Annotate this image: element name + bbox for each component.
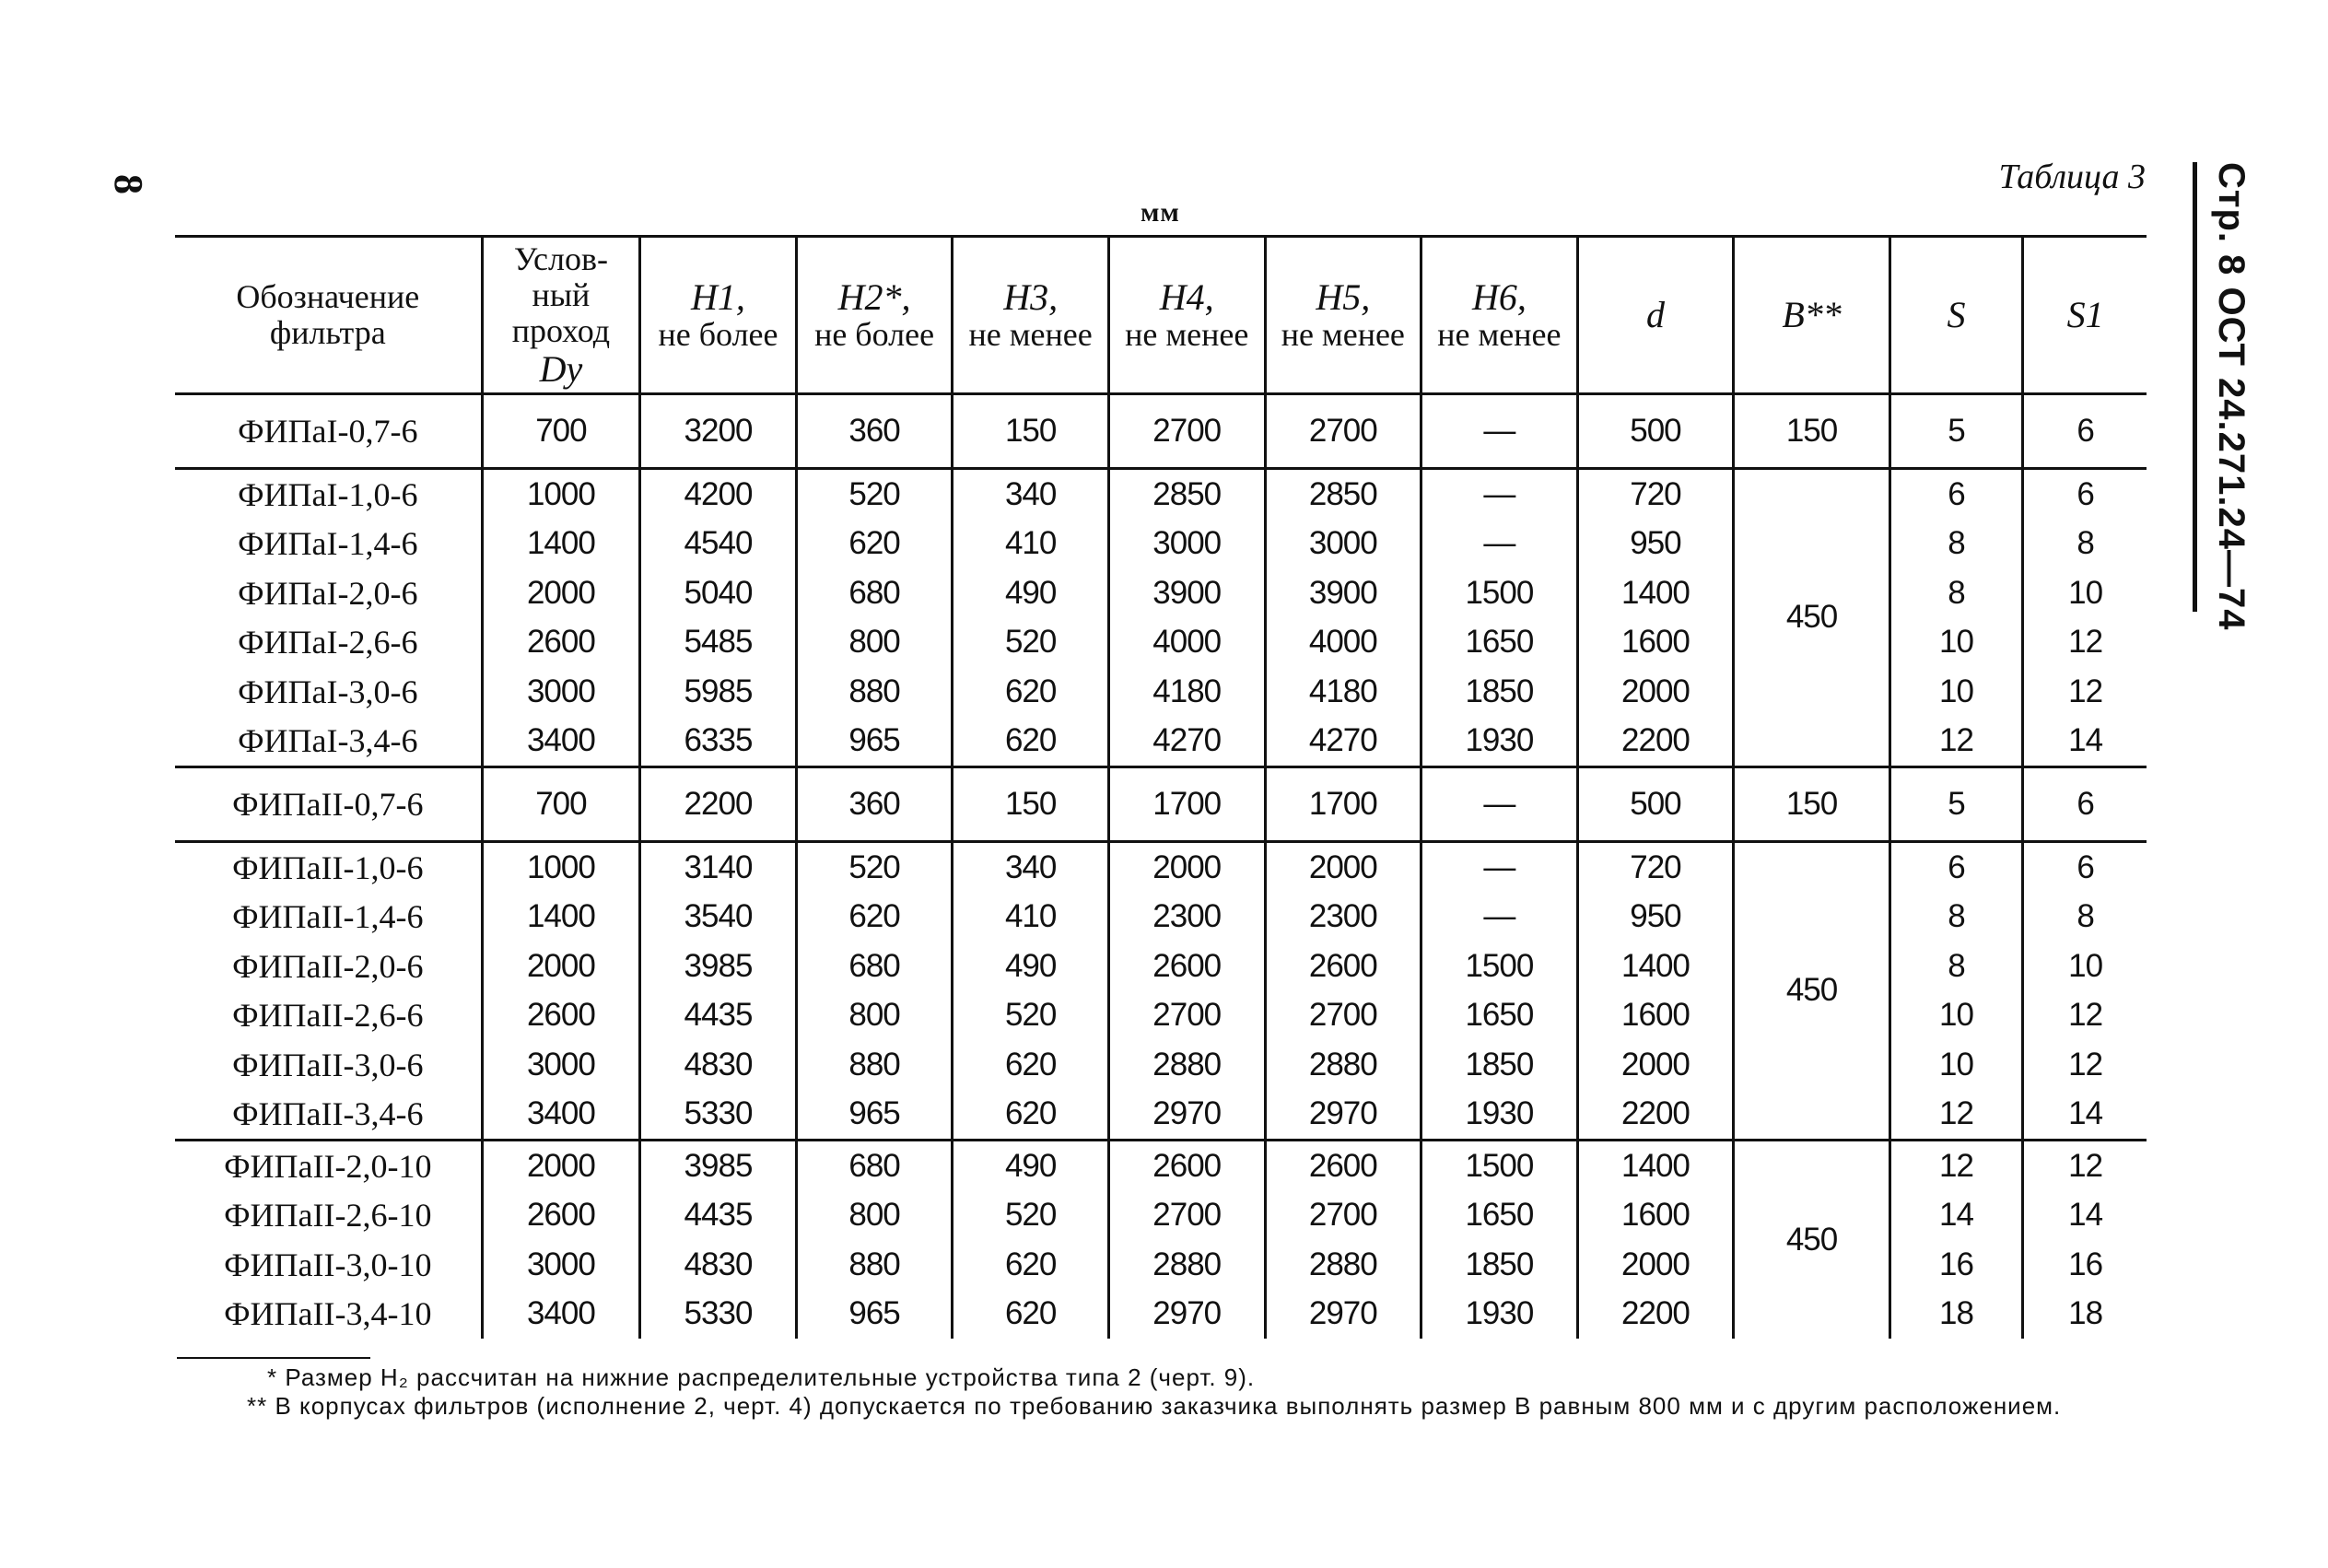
cell-d: 1400 — [1577, 942, 1734, 991]
cell-h1: 4435 — [640, 990, 797, 1040]
cell-s: 10 — [1889, 990, 2022, 1040]
cell-s1: 10 — [2023, 568, 2147, 618]
col-b — [1734, 237, 1890, 394]
cell-s: 8 — [1889, 892, 2022, 942]
cell-dy: 1000 — [482, 841, 640, 892]
cell-h3: 410 — [953, 892, 1109, 942]
cell-h6: 1650 — [1421, 617, 1578, 667]
cell-h1: 3985 — [640, 942, 797, 991]
table-row — [175, 841, 2147, 892]
d-symbol: d — [1645, 294, 1665, 336]
cell-name: ФИПаII-0,7-6 — [175, 766, 482, 841]
cell-h1: 5330 — [640, 1289, 797, 1339]
cell-h3: 150 — [953, 393, 1109, 468]
b-symbol: B** — [1782, 294, 1842, 336]
cell-d: 2200 — [1577, 1289, 1734, 1339]
cell-h6: — — [1421, 841, 1578, 892]
cell-name: ФИПаI-0,7-6 — [175, 393, 482, 468]
cell-h2: 620 — [796, 892, 953, 942]
col-s1 — [2023, 237, 2147, 394]
h6-symbol: H6, — [1471, 275, 1527, 318]
cell-d: 500 — [1577, 393, 1734, 468]
cell-h6: 1850 — [1421, 1040, 1578, 1090]
cell-h4: 2970 — [1108, 1089, 1265, 1140]
cell-name: ФИПаII-3,0-6 — [232, 1046, 424, 1083]
cell-s1: 14 — [2023, 716, 2147, 766]
cell-h6: — — [1421, 468, 1578, 519]
cell-h4: 2970 — [1108, 1289, 1265, 1339]
cell-h1: 5040 — [640, 568, 797, 618]
table-row — [175, 468, 2147, 519]
cell-s1: 12 — [2023, 667, 2147, 717]
footnote-rule — [177, 1357, 370, 1359]
cell-d: 2000 — [1577, 1040, 1734, 1090]
cell-h2: 360 — [796, 766, 953, 841]
cell-h4: 2700 — [1108, 1190, 1265, 1240]
cell-h1: 5330 — [640, 1089, 797, 1140]
cell-h1: 5485 — [640, 617, 797, 667]
h4-symbol: H4, — [1159, 275, 1214, 318]
cell-h4: 4270 — [1108, 716, 1265, 766]
cell-h4: 2000 — [1108, 841, 1265, 892]
cell-s: 6 — [1889, 468, 2022, 519]
cell-s1: 6 — [2023, 766, 2147, 841]
cell-dy: 2600 — [482, 1190, 640, 1240]
cell-h4: 4000 — [1108, 617, 1265, 667]
cell-s1: 6 — [2023, 841, 2147, 892]
cell-h2: 880 — [796, 1240, 953, 1290]
cell-name: ФИПаI-2,0-6 — [238, 574, 418, 612]
cell-h1: 3200 — [640, 393, 797, 468]
cell-name: ФИПаII-2,0-6 — [232, 947, 424, 985]
cell-h3: 520 — [953, 1190, 1109, 1240]
cell-h5: 2300 — [1265, 892, 1421, 942]
footnotes — [175, 1363, 2147, 1421]
col-designation: Обозначение фильтра — [175, 237, 482, 394]
cell-s: 8 — [1889, 519, 2022, 568]
cell-name: ФИПаI-2,6-6 — [238, 624, 418, 661]
cell-h3: 620 — [953, 1289, 1109, 1339]
cell-h5: 4270 — [1265, 716, 1421, 766]
col-s — [1889, 237, 2022, 394]
cell-h1: 4830 — [640, 1040, 797, 1090]
table-row — [175, 393, 2147, 468]
nominal-line-2: ный — [532, 275, 591, 313]
cell-s1: 12 — [2023, 1040, 2147, 1090]
cell-h2: 520 — [796, 468, 953, 519]
cell-h4: 2300 — [1108, 892, 1265, 942]
s1-symbol: S1 — [2066, 294, 2104, 336]
cell-h5: 2970 — [1265, 1289, 1421, 1339]
cell-s1: 14 — [2023, 1089, 2147, 1140]
cell-h1: 4830 — [640, 1240, 797, 1290]
cell-h1: 5985 — [640, 667, 797, 717]
cell-name: ФИПаII-1,0-6 — [175, 841, 482, 892]
h2-symbol: H2*, — [837, 275, 911, 318]
cell-h5: 2880 — [1265, 1040, 1421, 1090]
cell-h5: 2700 — [1265, 393, 1421, 468]
cell-h1: 4435 — [640, 1190, 797, 1240]
col-h6 — [1421, 237, 1578, 394]
cell-h5: 2700 — [1265, 990, 1421, 1040]
cell-d: 1600 — [1577, 617, 1734, 667]
col-h5 — [1265, 237, 1421, 394]
cell-s: 12 — [1889, 1140, 2022, 1190]
cell-s1: 10 — [2023, 942, 2147, 991]
cell-h5: 4180 — [1265, 667, 1421, 717]
cell-h2: 965 — [796, 716, 953, 766]
cell-name: ФИПаII-1,4-6 — [232, 898, 424, 936]
cell-dy: 3000 — [482, 667, 640, 717]
cell-h5: 2600 — [1265, 1140, 1421, 1190]
cell-s: 12 — [1889, 716, 2022, 766]
cell-s: 6 — [1889, 841, 2022, 892]
cell-d: 950 — [1577, 892, 1734, 942]
cell-h4: 3900 — [1108, 568, 1265, 618]
cell-h5: 1700 — [1265, 766, 1421, 841]
cell-h4: 2700 — [1108, 990, 1265, 1040]
cell-h2: 800 — [796, 617, 953, 667]
h6-note: не менее — [1437, 316, 1562, 354]
cell-h5: 3900 — [1265, 568, 1421, 618]
cell-h2: 880 — [796, 667, 953, 717]
cell-h6: — — [1421, 393, 1578, 468]
cell-h4: 2880 — [1108, 1240, 1265, 1290]
h3-symbol: H3, — [1003, 275, 1059, 318]
cell-h3: 520 — [953, 617, 1109, 667]
cell-h5: 2970 — [1265, 1089, 1421, 1140]
cell-dy: 2000 — [482, 568, 640, 618]
cell-s: 10 — [1889, 667, 2022, 717]
cell-h1: 3985 — [640, 1140, 797, 1190]
cell-s1: 12 — [2023, 990, 2147, 1040]
cell-h6: 1500 — [1421, 942, 1578, 991]
cell-dy: 1400 — [482, 519, 640, 568]
cell-h6: — — [1421, 519, 1578, 568]
cell-name: ФИПаI-3,0-6 — [238, 673, 418, 710]
cell-s1: 18 — [2023, 1289, 2147, 1339]
cell-h2: 620 — [796, 519, 953, 568]
cell-name: ФИПаII-3,0-10 — [224, 1246, 432, 1283]
cell-d: 2200 — [1577, 716, 1734, 766]
cell-dy: 700 — [482, 766, 640, 841]
cell-s: 5 — [1889, 393, 2022, 468]
cell-h3: 490 — [953, 568, 1109, 618]
cell-h3: 410 — [953, 519, 1109, 568]
col-h3 — [953, 237, 1109, 394]
h1-note: не более — [658, 316, 778, 354]
cell-s1: 12 — [2023, 617, 2147, 667]
cell-h4: 2880 — [1108, 1040, 1265, 1090]
cell-d: 720 — [1577, 468, 1734, 519]
h5-symbol: H5, — [1316, 275, 1371, 318]
col-h4 — [1108, 237, 1265, 394]
page-number: 8 — [106, 174, 151, 194]
cell-s: 12 — [1889, 1089, 2022, 1140]
cell-h6: 1930 — [1421, 716, 1578, 766]
cell-h5: 2850 — [1265, 468, 1421, 519]
cell-name: ФИПаI-1,4-6 — [238, 525, 418, 563]
cell-dy: 2000 — [482, 942, 640, 991]
cell-dy: 2600 — [482, 617, 640, 667]
cell-h6: 1500 — [1421, 568, 1578, 618]
cell-dy: 1400 — [482, 892, 640, 942]
cell-h4: 2600 — [1108, 942, 1265, 991]
cell-name: ФИПаII-2,0-10 — [175, 1140, 482, 1190]
cell-d: 500 — [1577, 766, 1734, 841]
h3-note: не менее — [968, 316, 1093, 354]
cell-h3: 490 — [953, 942, 1109, 991]
cell-dy: 3400 — [482, 1289, 640, 1339]
side-header — [2193, 162, 2269, 631]
cell-h6: 1930 — [1421, 1289, 1578, 1339]
table-body — [175, 393, 2147, 1339]
cell-name: ФИПаII-3,4-6 — [232, 1095, 424, 1133]
cell-s1: 12 — [2023, 1140, 2147, 1190]
cell-h5: 2000 — [1265, 841, 1421, 892]
cell-s1: 8 — [2023, 519, 2147, 568]
h2-note: не более — [814, 316, 935, 354]
cell-dy: 3400 — [482, 716, 640, 766]
cell-h5: 2880 — [1265, 1240, 1421, 1290]
cell-h2: 965 — [796, 1289, 953, 1339]
cell-b: 150 — [1734, 393, 1890, 468]
cell-s1: 14 — [2023, 1190, 2147, 1240]
cell-h5: 3000 — [1265, 519, 1421, 568]
cell-s: 10 — [1889, 617, 2022, 667]
filter-dimensions-table — [175, 235, 2147, 1339]
cell-b: 450 — [1734, 468, 1890, 766]
cell-d: 950 — [1577, 519, 1734, 568]
col-h1 — [640, 237, 797, 394]
cell-s: 8 — [1889, 942, 2022, 991]
table-row — [175, 766, 2147, 841]
cell-h6: 1650 — [1421, 1190, 1578, 1240]
cell-h3: 520 — [953, 990, 1109, 1040]
cell-dy: 2600 — [482, 990, 640, 1040]
cell-b: 450 — [1734, 841, 1890, 1140]
h4-note: не менее — [1125, 316, 1249, 354]
cell-s: 18 — [1889, 1289, 2022, 1339]
cell-h3: 150 — [953, 766, 1109, 841]
cell-h2: 680 — [796, 1140, 953, 1190]
cell-h6: 1850 — [1421, 1240, 1578, 1290]
cell-name: ФИПаII-2,6-10 — [224, 1197, 432, 1235]
cell-h3: 620 — [953, 1089, 1109, 1140]
cell-h2: 965 — [796, 1089, 953, 1140]
cell-h6: 1930 — [1421, 1089, 1578, 1140]
cell-h1: 3140 — [640, 841, 797, 892]
cell-dy: 2000 — [482, 1140, 640, 1190]
cell-dy: 3000 — [482, 1040, 640, 1090]
cell-d: 1400 — [1577, 1140, 1734, 1190]
cell-s1: 8 — [2023, 892, 2147, 942]
cell-h2: 880 — [796, 1040, 953, 1090]
cell-s1: 6 — [2023, 393, 2147, 468]
cell-dy: 1000 — [482, 468, 640, 519]
cell-h3: 340 — [953, 468, 1109, 519]
cell-h3: 620 — [953, 667, 1109, 717]
cell-h2: 680 — [796, 942, 953, 991]
cell-s: 10 — [1889, 1040, 2022, 1090]
cell-s: 8 — [1889, 568, 2022, 618]
cell-h6: 1650 — [1421, 990, 1578, 1040]
cell-name: ФИПаI-3,4-6 — [238, 722, 418, 760]
cell-h6: — — [1421, 892, 1578, 942]
footnote-2: ** В корпусах фильтров (исполнение 2, черт. 4) допускается по требованию заказчика выполнять размер B равным 800 мм и с другим расположением. — [247, 1392, 2062, 1421]
cell-d: 1600 — [1577, 990, 1734, 1040]
cell-s: 5 — [1889, 766, 2022, 841]
cell-d: 2200 — [1577, 1089, 1734, 1140]
cell-h2: 800 — [796, 990, 953, 1040]
s-symbol: S — [1947, 294, 1966, 336]
cell-h2: 680 — [796, 568, 953, 618]
cell-d: 2000 — [1577, 667, 1734, 717]
standard-reference: Стр. 8 ОСТ 24.271.24—74 — [2211, 162, 2252, 631]
cell-name: ФИПаI-1,0-6 — [175, 468, 482, 519]
cell-s: 14 — [1889, 1190, 2022, 1240]
nominal-symbol: Dу — [539, 347, 583, 390]
cell-h4: 3000 — [1108, 519, 1265, 568]
cell-h3: 620 — [953, 716, 1109, 766]
header-row — [175, 237, 2147, 394]
footnote-1: * Размер H₂ рассчитан на нижние распределительные устройства типа 2 (черт. 9). — [267, 1363, 1256, 1391]
cell-dy: 700 — [482, 393, 640, 468]
cell-s: 16 — [1889, 1240, 2022, 1290]
cell-h2: 800 — [796, 1190, 953, 1240]
col-nominal-bore — [482, 237, 640, 394]
col-d — [1577, 237, 1734, 394]
cell-h4: 4180 — [1108, 667, 1265, 717]
nominal-line-1: Услов- — [513, 240, 608, 277]
h5-note: не менее — [1281, 316, 1405, 354]
unit-label: мм — [1141, 197, 1180, 228]
cell-d: 720 — [1577, 841, 1734, 892]
h1-symbol: H1, — [691, 275, 745, 318]
cell-name: ФИПаII-2,6-6 — [232, 997, 424, 1035]
cell-h4: 1700 — [1108, 766, 1265, 841]
cell-d: 1600 — [1577, 1190, 1734, 1240]
cell-h4: 2600 — [1108, 1140, 1265, 1190]
nominal-line-3: проход — [511, 311, 611, 349]
cell-d: 1400 — [1577, 568, 1734, 618]
cell-dy: 3400 — [482, 1089, 640, 1140]
col-h2 — [796, 237, 953, 394]
cell-h2: 520 — [796, 841, 953, 892]
cell-h6: 1500 — [1421, 1140, 1578, 1190]
cell-h3: 490 — [953, 1140, 1109, 1190]
cell-h5: 2700 — [1265, 1190, 1421, 1240]
cell-h1: 4540 — [640, 519, 797, 568]
cell-h3: 620 — [953, 1040, 1109, 1090]
cell-h1: 2200 — [640, 766, 797, 841]
cell-h2: 360 — [796, 393, 953, 468]
cell-h1: 4200 — [640, 468, 797, 519]
cell-dy: 3000 — [482, 1240, 640, 1290]
cell-s1: 6 — [2023, 468, 2147, 519]
table-caption: Таблица 3 — [1998, 158, 2146, 196]
cell-d: 2000 — [1577, 1240, 1734, 1290]
cell-h5: 4000 — [1265, 617, 1421, 667]
cell-h3: 620 — [953, 1240, 1109, 1290]
cell-h6: — — [1421, 766, 1578, 841]
cell-h3: 340 — [953, 841, 1109, 892]
cell-h1: 6335 — [640, 716, 797, 766]
cell-h1: 3540 — [640, 892, 797, 942]
cell-h6: 1850 — [1421, 667, 1578, 717]
cell-s1: 16 — [2023, 1240, 2147, 1290]
cell-b: 150 — [1734, 766, 1890, 841]
cell-h4: 2850 — [1108, 468, 1265, 519]
cell-b: 450 — [1734, 1140, 1890, 1339]
cell-h5: 2600 — [1265, 942, 1421, 991]
table-row — [175, 1140, 2147, 1190]
cell-h4: 2700 — [1108, 393, 1265, 468]
cell-name: ФИПаII-3,4-10 — [224, 1295, 432, 1333]
